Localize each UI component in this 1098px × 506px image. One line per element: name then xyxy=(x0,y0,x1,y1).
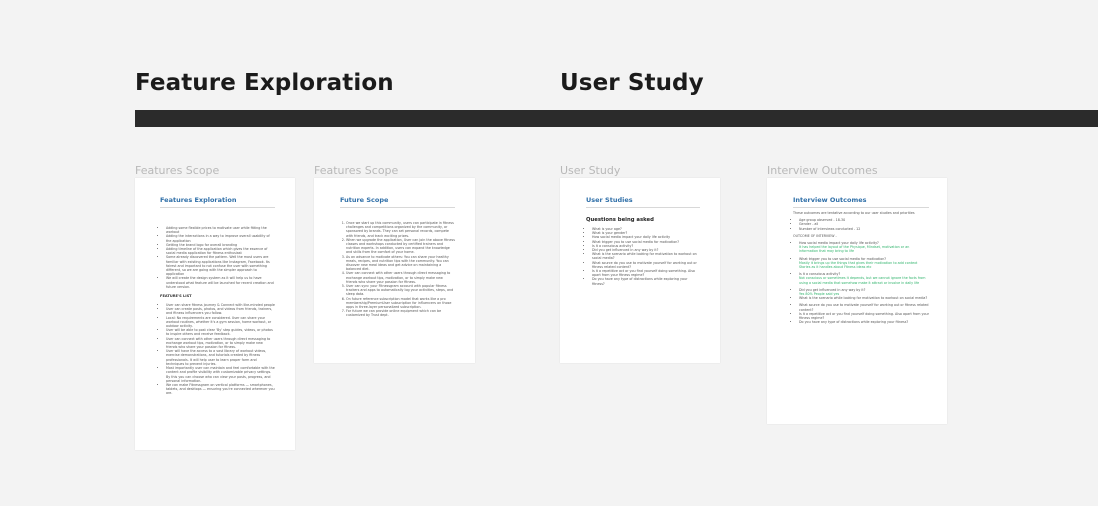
list-item: • User will have the access to a vast library of workout videos, exercise demonstrations, and tutorials created by fitness professionals. It will help user to learn proper form and techniques to prevent injuries. xyxy=(166,349,275,366)
list-item xyxy=(799,288,929,296)
list-item: 7. For future we can provide online equipment which can be customized by Trust dept. xyxy=(346,309,455,317)
frame-label-interview-outcomes[interactable]: Interview Outcomes xyxy=(767,164,878,177)
question-text: Is it a conscious activity? xyxy=(799,272,841,277)
list-item: • Is it a repetitive act or you find yourself doing something. Also apart from your fitness regime? xyxy=(592,269,700,277)
list-item: • What is your age? xyxy=(592,227,700,231)
list-item: • What is the scenario while looking for motivation to workout on social media? xyxy=(592,252,700,260)
card-title: Future Scope xyxy=(340,196,389,204)
card-divider xyxy=(793,207,929,208)
list-item: • User can connect with other users through direct messaging to exchange workout tips, motivation, or to simply make new friends who share your passion for fitness. xyxy=(166,337,275,350)
list-item: • What source do you use to motivate yourself for working out or fitness related content? xyxy=(799,303,929,311)
answer-text: It has helped the layout of the Physique, Mindset, motivation or an information that may bring to life xyxy=(799,245,910,254)
future-scope-list xyxy=(340,221,455,318)
card-title: User Studies xyxy=(586,196,633,204)
list-item: 3. As an advance to motivate others: You can share your healthy meals, recipes, and nutrition tips with the community. You can discover new meal ideas and get advice on maintaining a balanced diet. xyxy=(346,255,455,272)
list-item: • What source do you use to motivate yourself for working out or fitness related content? xyxy=(592,261,700,269)
list-item: • Is it a repetitive act or you find yourself doing something. Also apart from your fitness regime? xyxy=(799,312,929,320)
frame-label-future-scope[interactable]: Features Scope xyxy=(314,164,399,177)
list-item xyxy=(799,241,929,254)
card-divider xyxy=(160,207,275,208)
list-item: • Adding the interactions in a way to improve overall usability of the application xyxy=(166,234,275,242)
answer-text: Yes 80% People said yes xyxy=(799,292,840,297)
card-divider xyxy=(586,207,700,208)
list-item: • Most importantly user can maintain and feel comfortable with the content and profile visibility with customizable privacy settings. By this you can choose who can view your posts, progress, and personal information. xyxy=(166,366,275,383)
question-text: What trigger you to use social media for motivation? xyxy=(799,256,887,261)
feature-list-heading: FEATURE'S LIST xyxy=(160,294,192,299)
questions-heading: Questions being asked xyxy=(586,217,654,223)
future-scope-card[interactable] xyxy=(314,178,475,363)
list-item xyxy=(799,257,929,270)
list-item: • Local: No requirements are considered. User can share your workout routines, whether it's a gym session, home workout, or outdoor activity. xyxy=(166,316,275,329)
qa-list xyxy=(793,241,929,324)
card-title: Interview Outcomes xyxy=(793,196,867,204)
list-item: 5. User can sync your Fitnessgram account with popular fitness trackers and apps to automatically log your activities, steps, and sleep data. xyxy=(346,284,455,297)
list-item: • Do you have any type of distractions while exploring your fitness? xyxy=(592,277,700,285)
card-title: Features Exploration xyxy=(160,196,237,204)
user-studies-card[interactable] xyxy=(560,178,720,363)
questions-list xyxy=(586,227,700,286)
section-title-feature-exploration: Feature Exploration xyxy=(135,70,394,96)
list-item: 6. On future reference subscription model that works like a pro membership/PremiumUser subscription for influencers on those apps in three-layer personalized subscription. xyxy=(346,297,455,310)
interview-outcomes-card[interactable] xyxy=(767,178,947,424)
list-item xyxy=(799,272,929,285)
list-item: • Adding some flexible prices to motivate user while fitting the workout xyxy=(166,226,275,234)
section-divider-bar xyxy=(135,110,1098,127)
list-item: • Getting the brand logo for overall branding xyxy=(166,243,275,247)
list-item: • Some already discovered the pattern. Well the most users are familiar with existing applications like Instagram, Facebook. Its fairest and important to not confuse the user with something different, so we are going with the simpler approach to application xyxy=(166,255,275,276)
list-item: 4. User can connect with other users through direct messaging to exchange workout tips, motivation, or to simply make new friends who share your passion for fitness. xyxy=(346,271,455,284)
list-item: • What is your gender? xyxy=(592,231,700,235)
list-item: • Do you have any type of distractions while exploring your fitness? xyxy=(799,320,929,324)
question-text: How social media impact your daily life activity? xyxy=(799,241,879,246)
outcomes-heading: OUTCOME OF INTERVIEW - xyxy=(793,233,837,238)
feature-list xyxy=(160,303,275,395)
question-text: Did you get influenced in any way by it? xyxy=(799,287,866,292)
features-exploration-card[interactable] xyxy=(135,178,295,450)
list-item: • Number of interviews conducted - 12 xyxy=(799,227,929,231)
list-item: • Is it a conscious activity? xyxy=(592,244,700,248)
frame-label-user-study[interactable]: User Study xyxy=(560,164,621,177)
list-item: • Adding timeline of the application which gives the essence of social media application for fitness enthusiast xyxy=(166,247,275,255)
list-item: • We can make Fitnessgram on vertical platforms — smartphones, tablets, and desktops — ensuring you're connected wherever you are. xyxy=(166,383,275,396)
list-item: • What trigger you to use social media for motivation? xyxy=(592,240,700,244)
section-title-user-study: User Study xyxy=(560,70,704,96)
features-bullet-list xyxy=(160,226,275,289)
list-item: • Age group observed - 18-30 xyxy=(799,218,929,222)
card-divider xyxy=(340,207,455,208)
list-item: • What is the scenario while looking for motivation to workout on social media? xyxy=(799,296,929,300)
list-item: • Did you get influenced in any way by it? xyxy=(592,248,700,252)
list-item: • User will be able to post clear 'By' step guides, videos, or photos to inspire others and receive feedback. xyxy=(166,328,275,336)
frame-label-features-scope[interactable]: Features Scope xyxy=(135,164,220,177)
answer-text: Mostly it brings up the things that gives their motivation to add context Stories as it handles about Fitness ideas etc xyxy=(799,260,918,270)
list-item: • User can create posts, photos, and videos from friends, trainers, and fitness influencers you follow. xyxy=(166,307,275,315)
intro-text: These outcomes are tentative according to our user studies and priorities xyxy=(793,211,915,215)
list-item: • How social media impact your daily life activity xyxy=(592,235,700,239)
list-item: • Gender - all xyxy=(799,222,929,226)
list-item: • We will create the design system as it will help us to have understood what feature will be launched for recent creation and future version. xyxy=(166,276,275,289)
list-item: • User can share fitness journey & Connect with like-minded people xyxy=(166,303,275,307)
list-item: 1. Once we start up this community, users can participate in fitness challenges and competitions organized by the community, or sponsored by brands. They can set personal records, compete with friends, and track exciting prizes. xyxy=(346,221,455,238)
stats-list xyxy=(793,218,929,231)
list-item: 2. When we upgrade the application, User can join the above fitness classes and workshops conducted by certified trainers and nutrition experts. In addition, users can expand the knowledge and skills from the comfort of your home. xyxy=(346,238,455,255)
answer-text: Not conscious or sometimes it depends, but we cannot ignore the facts from using a social media that somehow make it attract or involve in daily life xyxy=(799,276,926,285)
